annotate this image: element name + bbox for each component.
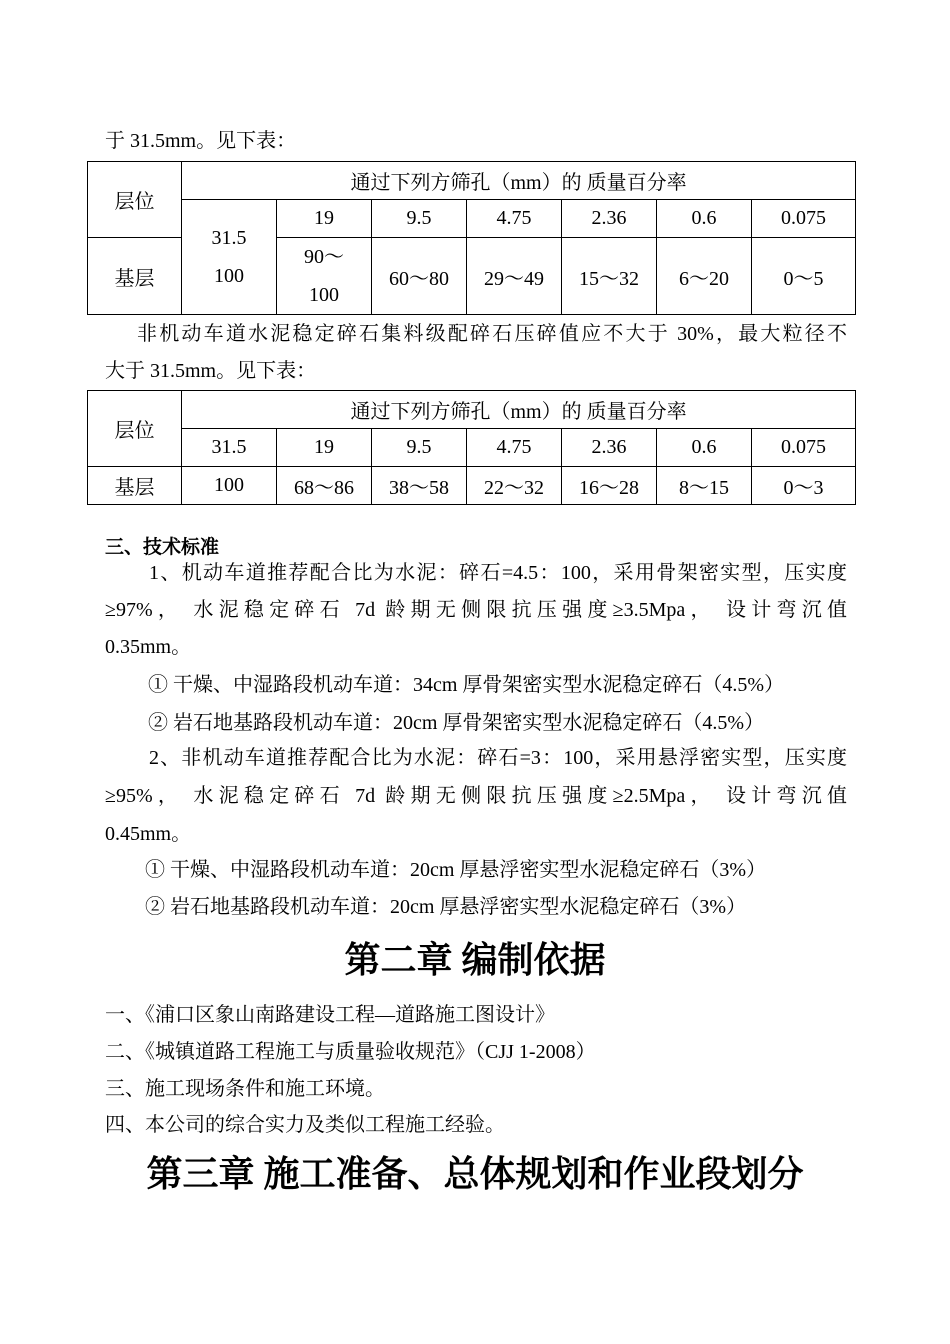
sieve-size: 31.5	[182, 429, 277, 467]
table-header-layer: 层位	[88, 391, 182, 467]
sieve-size: 4.75	[467, 200, 562, 238]
sieve-size: 0.075	[752, 200, 856, 238]
table-cell-sieve-31.5	[182, 200, 277, 315]
list-item: ① 干燥、中湿路段机动车道：20cm 厚悬浮密实型水泥稳定碎石（3%）	[145, 859, 767, 881]
list-item: ② 岩石地基路段机动车道：20cm 厚骨架密实型水泥稳定碎石（4.5%）	[148, 712, 765, 734]
sieve-size: 9.5	[372, 200, 467, 238]
table-header-sieve: 通过下列方筛孔（mm）的 质量百分率	[182, 162, 856, 200]
passing-value: 100	[214, 265, 244, 287]
basis-item: 四、本公司的综合实力及类似工程施工经验。	[105, 1114, 505, 1136]
passing-value: 22～32	[467, 467, 562, 505]
sieve-size: 2.36	[562, 429, 657, 467]
passing-value: 6～20	[657, 238, 752, 315]
passing-value: 90～ 100	[277, 238, 372, 315]
basis-item: 二、《城镇道路工程施工与质量验收规范》（CJJ 1-2008）	[105, 1041, 596, 1063]
chapter-title: 第三章 施工准备、总体规划和作业段划分	[146, 1154, 804, 1194]
paragraph-line: 非机动车道水泥稳定碎石集料级配碎石压碎值应不大于 30%，最大粒径不	[137, 323, 847, 345]
basis-item: 三、施工现场条件和施工环境。	[105, 1078, 385, 1100]
passing-value: 68～86	[277, 467, 372, 505]
chapter-title: 第二章 编制依据	[344, 940, 606, 980]
table-row-label: 基层	[88, 238, 182, 315]
intro-tail-text: 于 31.5mm。见下表：	[105, 130, 297, 152]
passing-value: 15～32	[562, 238, 657, 315]
passing-value: 100	[182, 467, 277, 505]
passing-value: 0～5	[752, 238, 856, 315]
passing-value: 8～15	[657, 467, 752, 505]
passing-value: 29～49	[467, 238, 562, 315]
sieve-size: 4.75	[467, 429, 562, 467]
sieve-size: 19	[277, 200, 372, 238]
list-item: ① 干燥、中湿路段机动车道：34cm 厚骨架密实型水泥稳定碎石（4.5%）	[148, 674, 785, 696]
paragraph-line: 0.45mm。	[105, 823, 192, 845]
table-header-layer: 层位	[88, 162, 182, 238]
table-header-sieve: 通过下列方筛孔（mm）的 质量百分率	[182, 391, 856, 429]
gradation-table-motor	[87, 161, 856, 315]
sieve-size: 0.6	[657, 200, 752, 238]
gradation-table-nonmotor	[87, 390, 856, 505]
table-row-label: 基层	[88, 467, 182, 505]
passing-value: 16～28	[562, 467, 657, 505]
paragraph-line: ≥97%， 水泥稳定碎石 7d 龄期无侧限抗压强度≥3.5Mpa， 设计弯沉值	[105, 599, 847, 621]
sieve-size: 0.075	[752, 429, 856, 467]
passing-value: 60～80	[372, 238, 467, 315]
sieve-size: 9.5	[372, 429, 467, 467]
section-heading: 三、技术标准	[105, 537, 220, 558]
sieve-size: 0.6	[657, 429, 752, 467]
list-item: ② 岩石地基路段机动车道：20cm 厚悬浮密实型水泥稳定碎石（3%）	[145, 896, 747, 918]
paragraph-line: 大于 31.5mm。见下表：	[105, 360, 317, 382]
passing-value: 38～58	[372, 467, 467, 505]
passing-value: 0～3	[752, 467, 856, 505]
paragraph-line: 1、机动车道推荐配合比为水泥：碎石=4.5：100，采用骨架密实型，压实度	[149, 562, 847, 584]
sieve-size: 31.5	[211, 227, 247, 249]
sieve-size: 19	[277, 429, 372, 467]
sieve-size: 2.36	[562, 200, 657, 238]
basis-item: 一、《浦口区象山南路建设工程—道路施工图设计》	[105, 1004, 555, 1026]
paragraph-line: ≥95%， 水泥稳定碎石 7d 龄期无侧限抗压强度≥2.5Mpa， 设计弯沉值	[105, 785, 847, 807]
paragraph-line: 0.35mm。	[105, 636, 192, 658]
paragraph-line: 2、非机动车道推荐配合比为水泥：碎石=3：100，采用悬浮密实型，压实度	[149, 747, 847, 769]
